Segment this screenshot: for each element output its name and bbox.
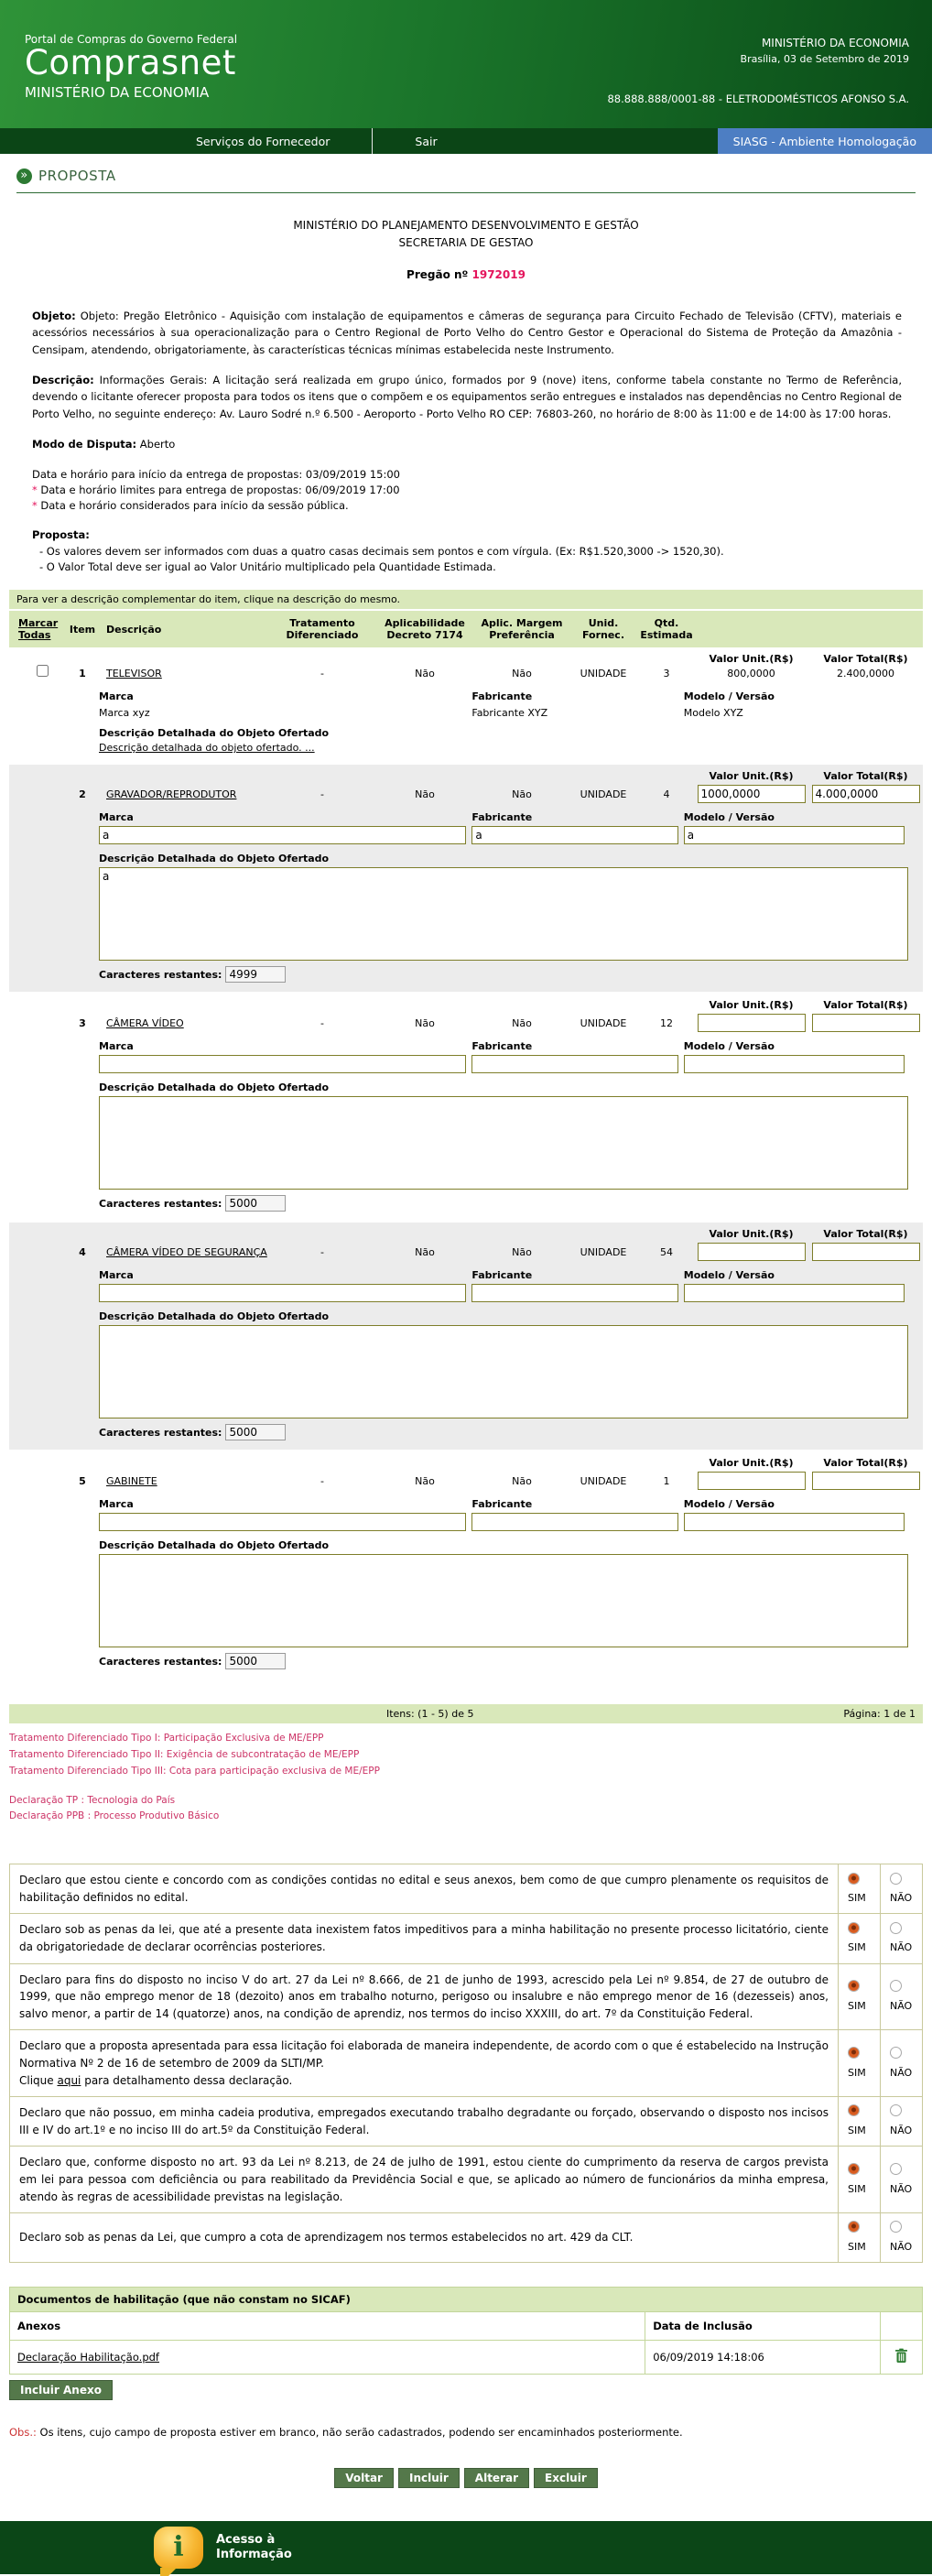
proposta-label: Proposta: bbox=[32, 528, 90, 542]
fabricante-label: Fabricante bbox=[471, 811, 533, 824]
item-3-caracteres-restantes bbox=[225, 1195, 286, 1212]
item-1-number: 1 bbox=[79, 668, 86, 680]
item-4-tratamento: - bbox=[320, 1246, 324, 1259]
incluir-button[interactable]: Incluir bbox=[398, 2468, 460, 2488]
item-4-caracteres-restantes bbox=[225, 1424, 286, 1440]
item-2-aplicabilidade: Não bbox=[415, 788, 435, 801]
declaration-row-7 bbox=[10, 2213, 923, 2263]
item-1-checkbox[interactable] bbox=[37, 665, 49, 677]
item-row-5 bbox=[9, 1451, 923, 1679]
item-3-modelo-input[interactable] bbox=[684, 1055, 905, 1073]
declaration-2-radio-nao[interactable] bbox=[890, 1922, 902, 1934]
proposta-rule-1: - Os valores devem ser informados com duas a quatro casas decimais sem pontos e com vírgula. (Ex: R$1.520,3000 -> 1520,30). bbox=[39, 544, 724, 558]
modelo-label: Modelo / Versão bbox=[683, 1269, 775, 1282]
col-margem: Aplic. Margem Preferência bbox=[481, 617, 563, 642]
item-4-descricao-textarea[interactable] bbox=[99, 1325, 908, 1418]
item-3-descricao-textarea[interactable] bbox=[99, 1096, 908, 1190]
items-pagination-bar bbox=[9, 1704, 923, 1723]
legend-tratamento-2: Tratamento Diferenciado Tipo II: Exigência de subcontratação de ME/EPP bbox=[9, 1748, 360, 1760]
item-1-description-link[interactable]: TELEVISOR bbox=[106, 668, 162, 680]
descricao-detalhada-label: Descrição Detalhada do Objeto Ofertado bbox=[99, 727, 330, 740]
sim-label: SIM bbox=[848, 1892, 866, 1905]
item-3-marca-input[interactable] bbox=[99, 1055, 466, 1073]
item-3-tratamento: - bbox=[320, 1017, 324, 1030]
item-5-number: 5 bbox=[79, 1475, 86, 1488]
objeto-text: Objeto: Pregão Eletrônico - Aquisição com instalação de equipamentos e câmeras de segurança para Circuito Fechado de Televisão (CFTV), materiais e acessórios necessários à sua operacionalização para o Centro Regional de Porto Velho do Centro Gestor e Operacional do Sistema de Proteção da Amazônia - Censipam, atendendo, obrigatoriamente, às características técnicas mínimas estabelecida neste Instrumento. bbox=[32, 309, 903, 356]
item-5-valor-total-input[interactable] bbox=[812, 1472, 920, 1490]
fabricante-label: Fabricante bbox=[471, 1040, 533, 1053]
item-3-unidade: UNIDADE bbox=[580, 1017, 627, 1030]
page-title: PROPOSTA bbox=[38, 168, 116, 184]
item-1-qtd: 3 bbox=[663, 668, 670, 680]
siasg-environment-badge: SIASG - Ambiente Homologação bbox=[718, 128, 932, 154]
item-1-marca: Marca xyz bbox=[99, 707, 150, 720]
item-4-margem: Não bbox=[512, 1246, 532, 1259]
declaration-6-radio-nao[interactable] bbox=[890, 2163, 902, 2175]
declaration-text: Declaro sob as penas da Lei, que cumpro a cota de aprendizagem nos termos estabelecidos no art. 429 da CLT. bbox=[10, 2213, 839, 2263]
caracteres-label: Caracteres restantes: bbox=[99, 1427, 222, 1440]
item-3-description-link[interactable]: CÂMERA VÍDEO bbox=[106, 1017, 184, 1030]
star: * bbox=[32, 499, 38, 513]
valor-total-header: Valor Total(R$) bbox=[823, 653, 908, 666]
site-footer bbox=[0, 2521, 932, 2574]
item-5-description-link[interactable]: GABINETE bbox=[106, 1475, 157, 1488]
declaration-row-4 bbox=[10, 2030, 923, 2097]
header-date: Brasília, 03 de Setembro de 2019 bbox=[740, 53, 909, 65]
declaration-4-radio-nao[interactable] bbox=[890, 2047, 902, 2059]
obs-label: Obs.: bbox=[9, 2425, 37, 2439]
declaration-text: Declaro que não possuo, em minha cadeia produtiva, empregados executando trabalho degradante ou forçado, observando o disposto nos incisos III e IV do art.1º e no inciso III do art.5º da Constituição Federal. bbox=[10, 2097, 839, 2147]
item-2-description-link[interactable]: GRAVADOR/REPRODUTOR bbox=[106, 788, 237, 801]
item-4-unidade: UNIDADE bbox=[580, 1246, 627, 1259]
sim-label: SIM bbox=[848, 2125, 866, 2137]
declarations-table bbox=[9, 1864, 923, 2263]
col-unid: Unid. Fornec. bbox=[581, 617, 625, 642]
nao-label: NÃO bbox=[890, 2066, 913, 2079]
item-5-caracteres-restantes bbox=[225, 1653, 286, 1669]
item-1-tratamento: - bbox=[320, 668, 324, 680]
items-count: Itens: (1 - 5) de 5 bbox=[385, 1708, 474, 1721]
menu-sair[interactable]: Sair bbox=[372, 128, 479, 154]
marca-label: Marca bbox=[99, 1040, 134, 1053]
descricao-detalhada-label: Descrição Detalhada do Objeto Ofertado bbox=[99, 1310, 330, 1323]
item-3-number: 3 bbox=[79, 1017, 86, 1030]
item-2-margem: Não bbox=[512, 788, 532, 801]
docs-section-title: Documentos de habilitação (que não constam no SICAF) bbox=[9, 2287, 923, 2311]
col-tratamento: Tratamento Diferenciado bbox=[286, 617, 359, 642]
ministry-name-right: MINISTÉRIO DA ECONOMIA bbox=[761, 37, 909, 49]
item-5-marca-input[interactable] bbox=[99, 1513, 466, 1531]
anexo-file-link[interactable]: Declaração Habilitação.pdf bbox=[17, 2350, 159, 2364]
declaration-5-radio-nao[interactable] bbox=[890, 2104, 902, 2116]
item-1-descricao-detalhada-link[interactable]: Descrição detalhada do objeto ofertado. ... bbox=[99, 742, 315, 755]
item-1-valor-total: 2.400,0000 bbox=[837, 668, 894, 680]
objeto-label: Objeto: bbox=[32, 309, 76, 322]
item-4-modelo-input[interactable] bbox=[684, 1284, 905, 1302]
comprasnet-logo: Comprasnet bbox=[25, 43, 236, 82]
declaration-7-radio-nao[interactable] bbox=[890, 2221, 902, 2233]
dates-block bbox=[32, 467, 902, 515]
site-header bbox=[0, 0, 932, 128]
habilitacao-docs-section bbox=[9, 2287, 923, 2400]
valor-unit-header: Valor Unit.(R$) bbox=[709, 1228, 794, 1241]
fabricante-label: Fabricante bbox=[471, 1269, 533, 1282]
modo-value: Aberto bbox=[139, 438, 176, 451]
item-2-caracteres-restantes bbox=[225, 966, 286, 983]
item-5-fabricante-input[interactable] bbox=[471, 1513, 677, 1531]
declaration-5-radio-sim[interactable] bbox=[848, 2104, 860, 2116]
items-header-row bbox=[9, 611, 923, 647]
page-title-row bbox=[16, 168, 932, 184]
obs-text: Os itens, cujo campo de proposta estiver em branco, não serão cadastrados, podendo ser encaminhados posteriormente. bbox=[36, 2425, 683, 2439]
valor-total-header: Valor Total(R$) bbox=[823, 999, 908, 1012]
page-indicator: Página: 1 de 1 bbox=[843, 1708, 916, 1721]
nao-label: NÃO bbox=[890, 2240, 913, 2253]
item-5-descricao-textarea[interactable] bbox=[99, 1554, 908, 1647]
declaration-row-6 bbox=[10, 2147, 923, 2213]
descricao-detalhada-label: Descrição Detalhada do Objeto Ofertado bbox=[99, 1081, 330, 1094]
descricao-detalhada-label: Descrição Detalhada do Objeto Ofertado bbox=[99, 853, 330, 865]
col-descricao: Descrição bbox=[106, 623, 162, 636]
valor-total-header: Valor Total(R$) bbox=[823, 1228, 908, 1241]
marcar-todas-link[interactable]: Marcar Todas bbox=[18, 617, 59, 642]
sim-label: SIM bbox=[848, 1999, 866, 2012]
declaration-text: Declaro que, conforme disposto no art. 93 da Lei nº 8.213, de 24 de julho de 1991, estou ciente do cumprimento da reserva de cargos prevista em lei para pessoa com deficiência ou para reabilitado da Previdência Social e que, se aplicado ao número de funcionários da minha empresa, atendo às regras de acessibilidade previstas na legislação. bbox=[10, 2147, 839, 2213]
valor-total-header: Valor Total(R$) bbox=[823, 1457, 908, 1470]
valor-unit-header: Valor Unit.(R$) bbox=[709, 1457, 794, 1470]
items-table bbox=[9, 590, 923, 1723]
item-2-valor-unit-input[interactable] bbox=[698, 785, 806, 803]
item-4-marca-input[interactable] bbox=[99, 1284, 466, 1302]
item-row-1 bbox=[9, 647, 923, 763]
declaration-row-5 bbox=[10, 2097, 923, 2147]
item-2-marca-input[interactable] bbox=[99, 826, 466, 844]
item-2-valor-total-input[interactable] bbox=[812, 785, 920, 803]
caracteres-label: Caracteres restantes: bbox=[99, 969, 222, 982]
declaration-7-radio-sim[interactable] bbox=[848, 2221, 860, 2233]
declaration-row-3 bbox=[10, 1963, 923, 2030]
legend bbox=[9, 1731, 923, 1825]
item-5-unidade: UNIDADE bbox=[580, 1475, 627, 1488]
docs-row bbox=[10, 2340, 923, 2374]
sim-label: SIM bbox=[848, 1941, 866, 1954]
title-divider bbox=[16, 192, 916, 193]
declaration-4-radio-sim[interactable] bbox=[848, 2047, 860, 2059]
date-line: * Data e horário limites para entrega de propostas: 06/09/2019 17:00 bbox=[32, 483, 400, 496]
valor-total-header: Valor Total(R$) bbox=[823, 770, 908, 783]
item-row-3 bbox=[9, 994, 923, 1221]
declaration-text: Declaro que a proposta apresentada para essa licitação foi elaborada de maneira independente, de acordo com o que é estabelecido na Instrução Normativa Nº 2 de 16 de setembro de 2009 da SLTI/MP. Clique aqui para detalhamento dessa declaração. bbox=[10, 2030, 839, 2097]
item-4-number: 4 bbox=[79, 1246, 86, 1259]
item-4-valor-total-input[interactable] bbox=[812, 1243, 920, 1261]
modelo-label: Modelo / Versão bbox=[683, 1498, 775, 1511]
item-row-2 bbox=[9, 765, 923, 992]
fabricante-label: Fabricante bbox=[471, 1498, 533, 1511]
objeto-paragraph bbox=[32, 308, 902, 358]
marca-label: Marca bbox=[99, 1498, 134, 1511]
nao-label: NÃO bbox=[890, 1892, 913, 1905]
item-5-tratamento: - bbox=[320, 1475, 324, 1488]
menu-servicos-fornecedor[interactable]: Serviços do Fornecedor bbox=[196, 134, 331, 148]
excluir-button[interactable]: Excluir bbox=[534, 2468, 598, 2488]
voltar-button[interactable]: Voltar bbox=[334, 2468, 394, 2488]
declaration-1-radio-nao[interactable] bbox=[890, 1873, 902, 1885]
col-data-inclusao: Data de Inclusão bbox=[645, 2311, 881, 2340]
alterar-button[interactable]: Alterar bbox=[464, 2468, 529, 2488]
marca-label: Marca bbox=[99, 690, 134, 703]
legend-declaracao-tp: Declaração TP : Tecnologia do País bbox=[9, 1794, 176, 1806]
declaration-text: Declaro para fins do disposto no inciso V do art. 27 da Lei nº 8.666, de 21 de junho de 1993, acrescido pela Lei nº 9.854, de 27 de outubro de 1999, que não emprego menor de 18 (dezoito) anos em trabalho noturno, perigoso ou insalubre e não emprego menor de 16 (dezesseis) anos, salvo menor, a partir de 14 (quatorze) anos, na condição de aprendiz, nos termos do inciso XXXIII, do art. 7º da Constituição Federal. bbox=[10, 1963, 839, 2030]
item-2-unidade: UNIDADE bbox=[580, 788, 627, 801]
item-3-fabricante-input[interactable] bbox=[471, 1055, 677, 1073]
item-3-margem: Não bbox=[512, 1017, 532, 1030]
marca-label: Marca bbox=[99, 1269, 134, 1282]
obs-note bbox=[9, 2426, 923, 2439]
descricao-paragraph bbox=[32, 372, 902, 422]
col-item: Item bbox=[69, 623, 96, 636]
item-5-qtd: 1 bbox=[663, 1475, 670, 1488]
item-1-aplicabilidade: Não bbox=[415, 668, 435, 680]
item-5-modelo-input[interactable] bbox=[684, 1513, 905, 1531]
proposta-block bbox=[32, 527, 902, 575]
menu-bar bbox=[0, 128, 932, 154]
trash-icon[interactable] bbox=[894, 2348, 908, 2366]
item-5-valor-unit-input[interactable] bbox=[698, 1472, 806, 1490]
item-5-margem: Não bbox=[512, 1475, 532, 1488]
docs-header-row bbox=[10, 2311, 923, 2340]
nao-label: NÃO bbox=[890, 2125, 913, 2137]
sim-label: SIM bbox=[848, 2066, 866, 2079]
incluir-anexo-button[interactable]: Incluir Anexo bbox=[9, 2380, 113, 2400]
declaration-text: Declaro que estou ciente e concordo com as condições contidas no edital e seus anexos, bem como de que cumpro plenamente os requisitos de habilitação definidos no edital. bbox=[10, 1864, 839, 1914]
pregao-label: Pregão nº bbox=[406, 268, 469, 282]
item-2-qtd: 4 bbox=[663, 788, 670, 801]
supplier-identification: 88.888.888/0001-88 - ELETRODOMÉSTICOS AFONSO S.A. bbox=[607, 92, 909, 105]
intro-section bbox=[32, 308, 902, 575]
nao-label: NÃO bbox=[890, 2182, 913, 2195]
legend-tratamento-1: Tratamento Diferenciado Tipo I: Participação Exclusiva de ME/EPP bbox=[9, 1733, 324, 1745]
item-1-valor-unit: 800,0000 bbox=[727, 668, 775, 680]
modo-label: Modo de Disputa: bbox=[32, 438, 137, 451]
item-1-unidade: UNIDADE bbox=[580, 668, 627, 680]
declaration-row-2 bbox=[10, 1914, 923, 1963]
action-buttons bbox=[0, 2468, 932, 2488]
legend-tratamento-3: Tratamento Diferenciado Tipo III: Cota para participação exclusiva de ME/EPP bbox=[9, 1765, 380, 1777]
date-line: * Data e horário considerados para início da sessão pública. bbox=[32, 499, 349, 513]
star: * bbox=[32, 483, 38, 496]
declaration-3-radio-sim[interactable] bbox=[848, 1980, 860, 1992]
declaration-2-radio-sim[interactable] bbox=[848, 1922, 860, 1934]
item-2-modelo-input[interactable] bbox=[684, 826, 905, 844]
modelo-label: Modelo / Versão bbox=[683, 1040, 775, 1053]
double-chevron-icon: » bbox=[16, 168, 32, 184]
declaration-text: Declaro sob as penas da lei, que até a presente data inexistem fatos impeditivos para a minha habilitação no presente processo licitatório, ciente da obrigatoriedade de declarar ocorrências posteriores. bbox=[10, 1914, 839, 1963]
declaration-6-radio-sim[interactable] bbox=[848, 2163, 860, 2175]
item-3-aplicabilidade: Não bbox=[415, 1017, 435, 1030]
valor-unit-header: Valor Unit.(R$) bbox=[709, 999, 794, 1012]
portal-tagline: Portal de Compras do Governo Federal bbox=[25, 33, 238, 46]
item-1-fabricante: Fabricante XYZ bbox=[471, 707, 548, 720]
item-2-fabricante-input[interactable] bbox=[471, 826, 677, 844]
modo-disputa bbox=[32, 436, 902, 452]
item-1-margem: Não bbox=[512, 668, 532, 680]
nao-label: NÃO bbox=[890, 1941, 913, 1954]
acesso-informacao-icon: i bbox=[154, 2527, 203, 2569]
item-1-modelo: Modelo XYZ bbox=[683, 707, 743, 720]
detalhamento-aqui-link[interactable]: aqui bbox=[57, 2073, 81, 2087]
anexo-date: 06/09/2019 14:18:06 bbox=[645, 2340, 881, 2374]
item-3-qtd: 12 bbox=[660, 1017, 673, 1030]
descricao-label: Descrição: bbox=[32, 373, 94, 386]
item-2-number: 2 bbox=[79, 788, 86, 801]
sim-label: SIM bbox=[848, 2240, 866, 2253]
item-4-valor-unit-input[interactable] bbox=[698, 1243, 806, 1261]
item-4-description-link[interactable]: CÂMERA VÍDEO DE SEGURANÇA bbox=[106, 1246, 267, 1259]
col-anexos: Anexos bbox=[10, 2311, 645, 2340]
item-2-tratamento: - bbox=[320, 788, 324, 801]
ministry-name: MINISTÉRIO DA ECONOMIA bbox=[25, 83, 210, 101]
items-note: Para ver a descrição complementar do item, clique na descrição do mesmo. bbox=[9, 590, 923, 609]
declaration-1-radio-sim[interactable] bbox=[848, 1873, 860, 1885]
declaration-row-1 bbox=[10, 1864, 923, 1914]
item-4-aplicabilidade: Não bbox=[415, 1246, 435, 1259]
legend-declaracao-ppb: Declaração PPB : Processo Produtivo Básico bbox=[9, 1810, 220, 1822]
item-row-4 bbox=[9, 1223, 923, 1450]
declaration-3-radio-nao[interactable] bbox=[890, 1980, 902, 1992]
caracteres-label: Caracteres restantes: bbox=[99, 1656, 222, 1668]
nao-label: NÃO bbox=[890, 1999, 913, 2012]
pregao-number: 1972019 bbox=[471, 268, 526, 282]
col-aplicabilidade: Aplicabilidade Decreto 7174 bbox=[385, 617, 465, 642]
item-3-valor-total-input[interactable] bbox=[812, 1014, 920, 1032]
proposta-rule-2: - O Valor Total deve ser igual ao Valor Unitário multiplicado pela Quantidade Estimada. bbox=[39, 560, 496, 573]
valor-unit-header: Valor Unit.(R$) bbox=[709, 653, 794, 666]
descricao-text: Informações Gerais: A licitação será realizada em grupo único, formados por 9 (nove) itens, conforme tabela constante no Termo de Referência, devendo o licitante oferecer proposta para todos os itens que o compõem e os equipamentos serão entregues e instalados nas dependências no Centro Regional de Porto Velho, no seguinte endereço: Av. Lauro Sodré n.º 6.500 - Aeroporto - Porto Velho RO CEP: 76803-260, no horário de 8:00 às 11:00 e de 14:00 às 17:00 horas. bbox=[32, 373, 902, 420]
fabricante-label: Fabricante bbox=[471, 690, 533, 703]
acesso-informacao-label: Acesso à Informação bbox=[216, 2533, 292, 2561]
org-line2: SECRETARIA DE GESTAO bbox=[398, 235, 534, 249]
item-4-fabricante-input[interactable] bbox=[471, 1284, 677, 1302]
caracteres-label: Caracteres restantes: bbox=[99, 1198, 222, 1211]
item-3-valor-unit-input[interactable] bbox=[698, 1014, 806, 1032]
marca-label: Marca bbox=[99, 811, 134, 824]
col-qtd: Qtd. Estimada bbox=[640, 617, 693, 642]
modelo-label: Modelo / Versão bbox=[683, 811, 775, 824]
org-line1: MINISTÉRIO DO PLANEJAMENTO DESENVOLVIMENTO E GESTÃO bbox=[293, 219, 639, 232]
valor-unit-header: Valor Unit.(R$) bbox=[709, 770, 794, 783]
date-line: Data e horário para início da entrega de propostas: 03/09/2019 15:00 bbox=[32, 467, 400, 481]
descricao-detalhada-label: Descrição Detalhada do Objeto Ofertado bbox=[99, 1539, 330, 1552]
sim-label: SIM bbox=[848, 2182, 866, 2195]
item-4-qtd: 54 bbox=[660, 1246, 673, 1259]
item-5-aplicabilidade: Não bbox=[415, 1475, 435, 1488]
item-2-descricao-textarea[interactable] bbox=[99, 867, 908, 961]
modelo-label: Modelo / Versão bbox=[683, 690, 775, 703]
